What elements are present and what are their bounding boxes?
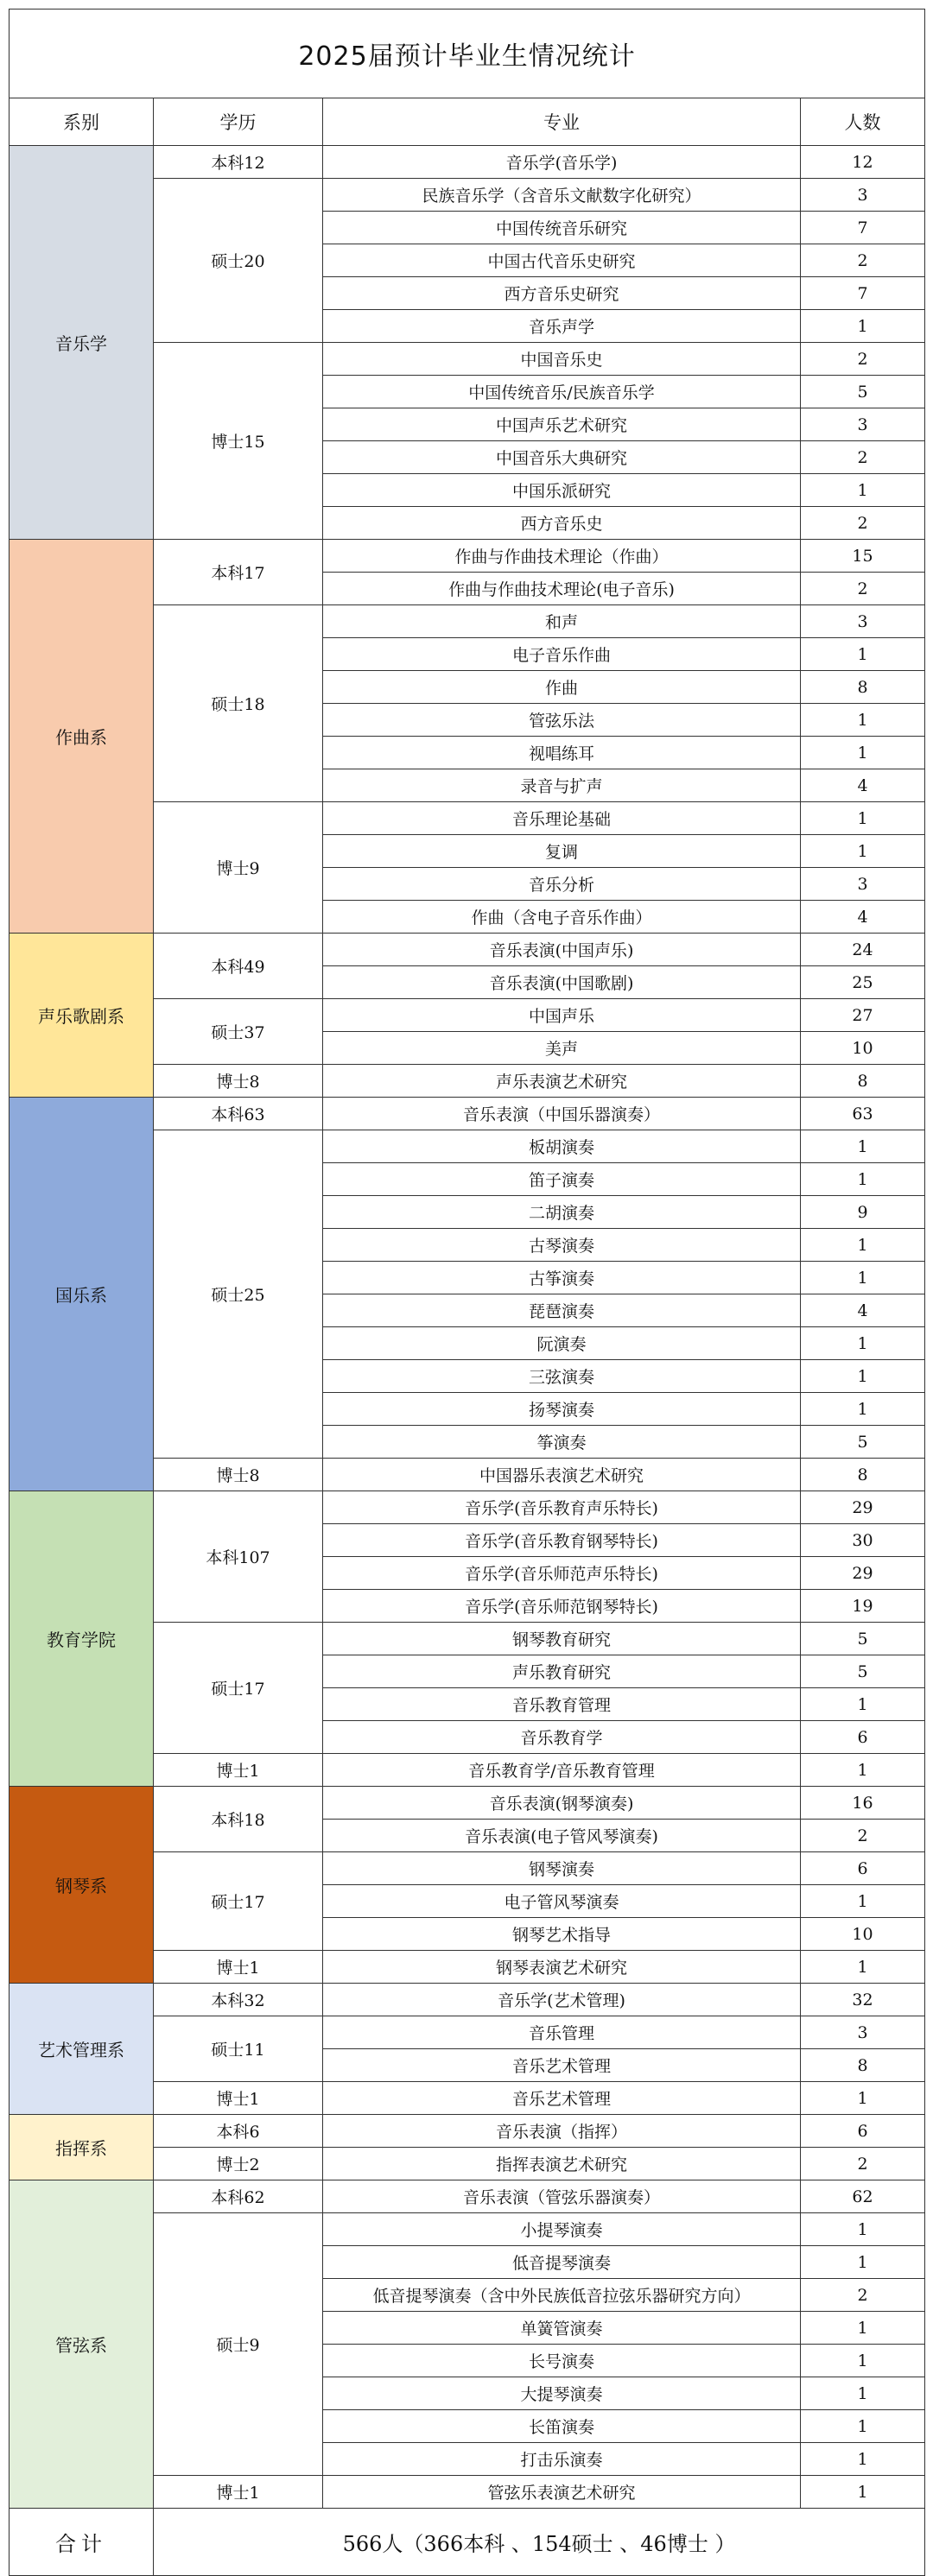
major-cell: 古筝演奏 [323,1262,801,1294]
count-cell: 7 [801,277,925,310]
major-cell: 音乐艺术管理 [323,2049,801,2082]
degree-cell: 本科18 [154,1787,323,1852]
major-cell: 钢琴教育研究 [323,1623,801,1655]
degree-cell: 硕士20 [154,179,323,343]
major-cell: 中国古代音乐史研究 [323,244,801,277]
count-cell: 9 [801,1196,925,1229]
major-cell: 音乐学(音乐教育钢琴特长) [323,1524,801,1557]
count-cell: 29 [801,1557,925,1590]
count-cell: 24 [801,934,925,966]
count-cell: 5 [801,1655,925,1688]
major-cell: 三弦演奏 [323,1360,801,1393]
count-cell: 2 [801,2279,925,2312]
degree-cell: 硕士9 [154,2213,323,2476]
dept-cell: 指挥系 [10,2115,154,2180]
major-cell: 复调 [323,835,801,868]
count-cell: 12 [801,146,925,179]
degree-cell: 本科6 [154,2115,323,2148]
count-cell: 1 [801,1885,925,1918]
major-cell: 中国传统音乐/民族音乐学 [323,376,801,408]
count-cell: 4 [801,901,925,934]
count-cell: 6 [801,1721,925,1754]
degree-cell: 博士1 [154,1754,323,1787]
count-cell: 1 [801,2410,925,2443]
header-major: 专业 [323,98,801,146]
degree-cell: 本科63 [154,1098,323,1130]
count-cell: 2 [801,1820,925,1852]
statistics-sheet [9,9,924,2561]
header-count: 人数 [801,98,925,146]
degree-cell: 硕士17 [154,1852,323,1951]
count-cell: 6 [801,2115,925,2148]
major-cell: 声乐表演艺术研究 [323,1065,801,1098]
major-cell: 音乐表演(电子管风琴演奏) [323,1820,801,1852]
count-cell: 1 [801,2377,925,2410]
count-cell: 29 [801,1491,925,1524]
degree-cell: 硕士18 [154,605,323,802]
count-cell: 1 [801,802,925,835]
count-cell: 1 [801,1688,925,1721]
major-cell: 音乐理论基础 [323,802,801,835]
header-degree: 学历 [154,98,323,146]
major-cell: 板胡演奏 [323,1130,801,1163]
count-cell: 62 [801,2180,925,2213]
total-row [10,2509,925,2576]
major-cell: 音乐表演（中国乐器演奏） [323,1098,801,1130]
count-cell: 2 [801,507,925,540]
major-cell: 二胡演奏 [323,1196,801,1229]
count-cell: 1 [801,1130,925,1163]
major-cell: 中国器乐表演艺术研究 [323,1459,801,1491]
count-cell: 1 [801,2082,925,2115]
degree-cell: 博士1 [154,2082,323,2115]
major-cell: 扬琴演奏 [323,1393,801,1426]
major-cell: 和声 [323,605,801,638]
major-cell: 打击乐演奏 [323,2443,801,2476]
major-cell: 音乐管理 [323,2016,801,2049]
title-row [10,9,925,98]
major-cell: 大提琴演奏 [323,2377,801,2410]
table-row [10,1098,925,1130]
count-cell: 1 [801,1360,925,1393]
dept-cell: 声乐歌剧系 [10,934,154,1098]
header-row [10,98,925,146]
major-cell: 单簧管演奏 [323,2312,801,2345]
degree-cell: 博士8 [154,1065,323,1098]
table-row [10,934,925,966]
count-cell: 1 [801,638,925,671]
count-cell: 1 [801,2345,925,2377]
major-cell: 中国音乐史 [323,343,801,376]
graduates-table [9,9,925,2576]
major-cell: 美声 [323,1032,801,1065]
dept-cell: 钢琴系 [10,1787,154,1984]
major-cell: 音乐表演(中国声乐) [323,934,801,966]
major-cell: 声乐教育研究 [323,1655,801,1688]
major-cell: 琵琶演奏 [323,1294,801,1327]
major-cell: 音乐表演(钢琴演奏) [323,1787,801,1820]
major-cell: 钢琴艺术指导 [323,1918,801,1951]
count-cell: 8 [801,2049,925,2082]
count-cell: 10 [801,1918,925,1951]
count-cell: 1 [801,1754,925,1787]
count-cell: 6 [801,1852,925,1885]
major-cell: 音乐学(音乐师范钢琴特长) [323,1590,801,1623]
count-cell: 25 [801,966,925,999]
table-row [10,1787,925,1820]
major-cell: 作曲与作曲技术理论(电子音乐) [323,573,801,605]
count-cell: 3 [801,2016,925,2049]
table-row [10,2180,925,2213]
major-cell: 中国声乐艺术研究 [323,408,801,441]
total-label: 合计 [10,2509,154,2576]
count-cell: 1 [801,474,925,507]
degree-cell: 博士8 [154,1459,323,1491]
major-cell: 小提琴演奏 [323,2213,801,2246]
major-cell: 民族音乐学（含音乐文献数字化研究） [323,179,801,212]
count-cell: 3 [801,868,925,901]
degree-cell: 博士2 [154,2148,323,2180]
degree-cell: 博士1 [154,2476,323,2509]
major-cell: 电子管风琴演奏 [323,1885,801,1918]
table-row [10,1491,925,1524]
dept-cell: 作曲系 [10,540,154,934]
major-cell: 钢琴演奏 [323,1852,801,1885]
major-cell: 音乐学(音乐学) [323,146,801,179]
count-cell: 1 [801,1163,925,1196]
degree-cell: 硕士37 [154,999,323,1065]
major-cell: 长笛演奏 [323,2410,801,2443]
count-cell: 3 [801,179,925,212]
major-cell: 古琴演奏 [323,1229,801,1262]
major-cell: 筝演奏 [323,1426,801,1459]
degree-cell: 本科49 [154,934,323,999]
major-cell: 笛子演奏 [323,1163,801,1196]
count-cell: 1 [801,310,925,343]
total-value: 566人（366本科 、154硕士 、46博士 ） [154,2509,925,2576]
major-cell: 音乐表演（指挥） [323,2115,801,2148]
count-cell: 3 [801,408,925,441]
major-cell: 电子音乐作曲 [323,638,801,671]
degree-cell: 博士1 [154,1951,323,1984]
major-cell: 长号演奏 [323,2345,801,2377]
major-cell: 音乐分析 [323,868,801,901]
degree-cell: 本科12 [154,146,323,179]
table-title: 2025届预计毕业生情况统计 [10,9,925,98]
count-cell: 5 [801,1623,925,1655]
dept-cell: 音乐学 [10,146,154,540]
major-cell: 管弦乐表演艺术研究 [323,2476,801,2509]
count-cell: 1 [801,1327,925,1360]
major-cell: 阮演奏 [323,1327,801,1360]
count-cell: 5 [801,1426,925,1459]
count-cell: 8 [801,1459,925,1491]
count-cell: 4 [801,769,925,802]
major-cell: 中国乐派研究 [323,474,801,507]
count-cell: 1 [801,737,925,769]
count-cell: 27 [801,999,925,1032]
major-cell: 作曲 [323,671,801,704]
count-cell: 19 [801,1590,925,1623]
table-body [10,9,925,2576]
major-cell: 音乐学(艺术管理) [323,1984,801,2016]
count-cell: 4 [801,1294,925,1327]
count-cell: 2 [801,573,925,605]
major-cell: 指挥表演艺术研究 [323,2148,801,2180]
major-cell: 音乐表演(中国歌剧) [323,966,801,999]
major-cell: 音乐艺术管理 [323,2082,801,2115]
count-cell: 30 [801,1524,925,1557]
dept-cell: 教育学院 [10,1491,154,1787]
degree-cell: 硕士11 [154,2016,323,2082]
count-cell: 15 [801,540,925,573]
count-cell: 1 [801,704,925,737]
major-cell: 音乐声学 [323,310,801,343]
header-dept: 系别 [10,98,154,146]
table-row [10,146,925,179]
degree-cell: 博士9 [154,802,323,934]
count-cell: 1 [801,2443,925,2476]
count-cell: 63 [801,1098,925,1130]
major-cell: 钢琴表演艺术研究 [323,1951,801,1984]
count-cell: 8 [801,1065,925,1098]
count-cell: 1 [801,2476,925,2509]
major-cell: 中国传统音乐研究 [323,212,801,244]
major-cell: 音乐教育学 [323,1721,801,1754]
major-cell: 音乐学(音乐教育声乐特长) [323,1491,801,1524]
major-cell: 管弦乐法 [323,704,801,737]
major-cell: 视唱练耳 [323,737,801,769]
count-cell: 1 [801,1393,925,1426]
count-cell: 10 [801,1032,925,1065]
major-cell: 西方音乐史研究 [323,277,801,310]
major-cell: 西方音乐史 [323,507,801,540]
count-cell: 2 [801,2148,925,2180]
degree-cell: 本科17 [154,540,323,605]
count-cell: 32 [801,1984,925,2016]
degree-cell: 博士15 [154,343,323,540]
count-cell: 3 [801,605,925,638]
major-cell: 低音提琴演奏（含中外民族低音拉弦乐器研究方向） [323,2279,801,2312]
major-cell: 低音提琴演奏 [323,2246,801,2279]
degree-cell: 硕士25 [154,1130,323,1459]
major-cell: 作曲与作曲技术理论（作曲） [323,540,801,573]
major-cell: 音乐表演（管弦乐器演奏） [323,2180,801,2213]
count-cell: 2 [801,343,925,376]
table-row [10,1984,925,2016]
count-cell: 8 [801,671,925,704]
major-cell: 作曲（含电子音乐作曲） [323,901,801,934]
degree-cell: 本科32 [154,1984,323,2016]
table-row [10,540,925,573]
major-cell: 录音与扩声 [323,769,801,802]
major-cell: 音乐学(音乐师范声乐特长) [323,1557,801,1590]
count-cell: 1 [801,2312,925,2345]
dept-cell: 管弦系 [10,2180,154,2509]
dept-cell: 国乐系 [10,1098,154,1491]
degree-cell: 本科107 [154,1491,323,1623]
count-cell: 1 [801,2213,925,2246]
count-cell: 1 [801,835,925,868]
major-cell: 中国声乐 [323,999,801,1032]
count-cell: 1 [801,1262,925,1294]
count-cell: 5 [801,376,925,408]
degree-cell: 硕士17 [154,1623,323,1754]
degree-cell: 本科62 [154,2180,323,2213]
count-cell: 1 [801,1229,925,1262]
count-cell: 2 [801,441,925,474]
count-cell: 1 [801,1951,925,1984]
major-cell: 中国音乐大典研究 [323,441,801,474]
major-cell: 音乐教育管理 [323,1688,801,1721]
count-cell: 16 [801,1787,925,1820]
major-cell: 音乐教育学/音乐教育管理 [323,1754,801,1787]
count-cell: 2 [801,244,925,277]
count-cell: 7 [801,212,925,244]
dept-cell: 艺术管理系 [10,1984,154,2115]
count-cell: 1 [801,2246,925,2279]
table-row [10,2115,925,2148]
